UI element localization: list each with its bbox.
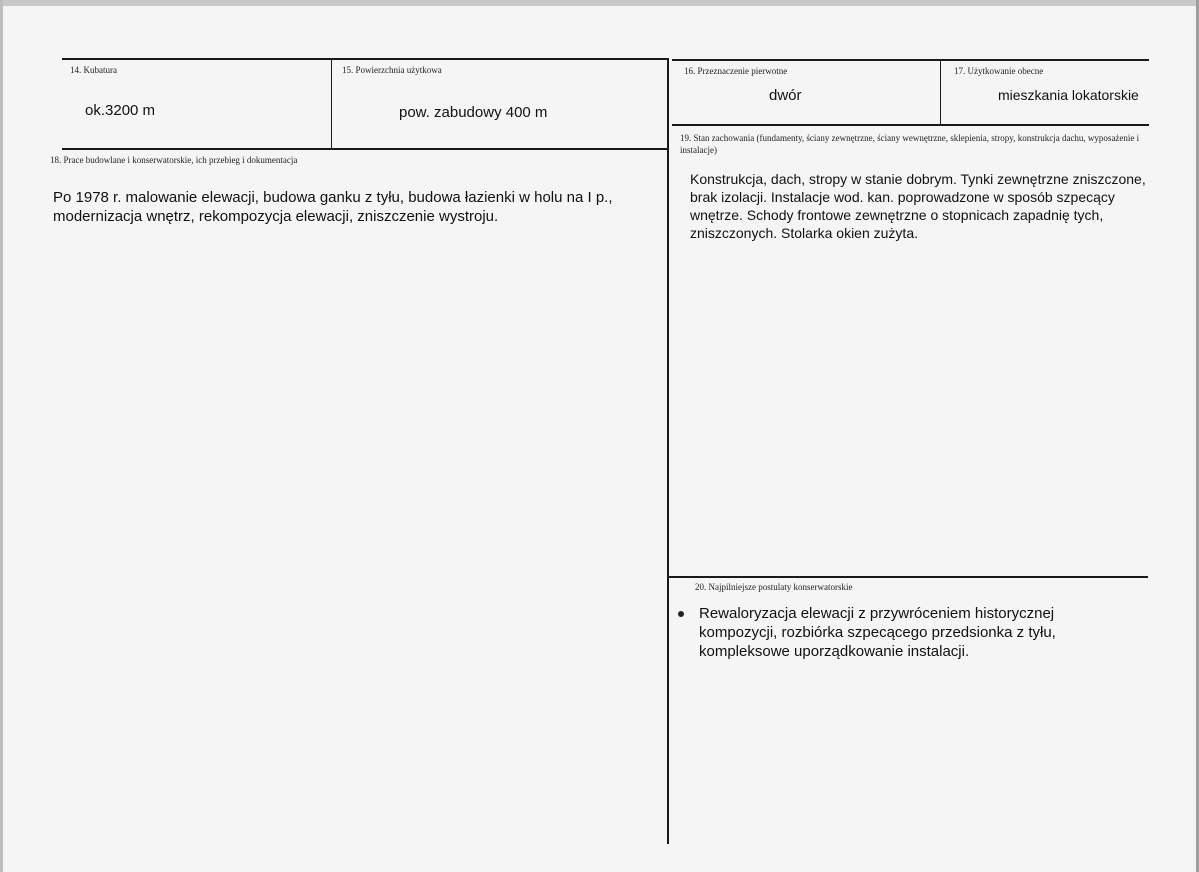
rule-divider-16-17 (940, 60, 941, 125)
uzytkowanie-label: 17. Użytkowanie obecne (954, 66, 1044, 76)
scan-edge-left (0, 0, 3, 872)
postulaty-label: 20. Najpilniejsze postulaty konserwatorskie (695, 582, 853, 592)
prace-label: 18. Prace budowlane i konserwatorskie, ich przebieg i dokumentacja (50, 155, 298, 165)
rule-below-14-15 (62, 148, 669, 150)
uzytkowanie-value: mieszkania lokatorskie (998, 87, 1139, 103)
stan-label: 19. Stan zachowania (fundamenty, ściany zewnętrzne, ściany wewnętrzne, sklepienia, stropy, konstrukcja dachu, wyposażenie i instalacje) (680, 133, 1140, 155)
powierzchnia-label: 15. Powierzchnia użytkowa (342, 65, 442, 75)
rule-top-left (62, 58, 669, 60)
prace-value: Po 1978 r. malowanie elewacji, budowa ganku z tyłu, budowa łazienki w holu na I p., modernizacja wnętrz, rekompozycja elewacji, zniszczenie wystroju. (53, 189, 613, 225)
przeznaczenie-value: dwór (769, 87, 802, 104)
rule-divider-14-15 (331, 60, 332, 149)
przeznaczenie-label: 16. Przeznaczenie pierwotne (684, 66, 788, 76)
bullet-icon (678, 611, 684, 617)
postulaty-item: Rewaloryzacja elewacji z przywróceniem historycznej kompozycji, rozbiórka szpecącego przedsionka z tyłu, kompleksowe uporządkowanie instalacji. (699, 605, 1056, 660)
kubatura-value: ok.3200 m (85, 102, 156, 119)
kubatura-label: 14. Kubatura (70, 65, 117, 75)
stan-value: Konstrukcja, dach, stropy w stanie dobrym. Tynki zewnętrzne zniszczone, brak izolacji. Instalacje wod. kan. poprowadzone w sposób szpecący wnętrze. Schody frontowe zewnętrzne o stopnicach zapadnię tych, zniszczonych. Stolarka okien zużyta. (690, 171, 1146, 241)
powierzchnia-value: pow. zabudowy 400 m (399, 104, 548, 121)
scan-edge-top (0, 0, 1199, 6)
rule-below-16-17 (672, 124, 1149, 126)
rule-center-vertical (667, 58, 669, 844)
rule-top-right (672, 59, 1149, 61)
rule-above-20 (669, 576, 1148, 578)
